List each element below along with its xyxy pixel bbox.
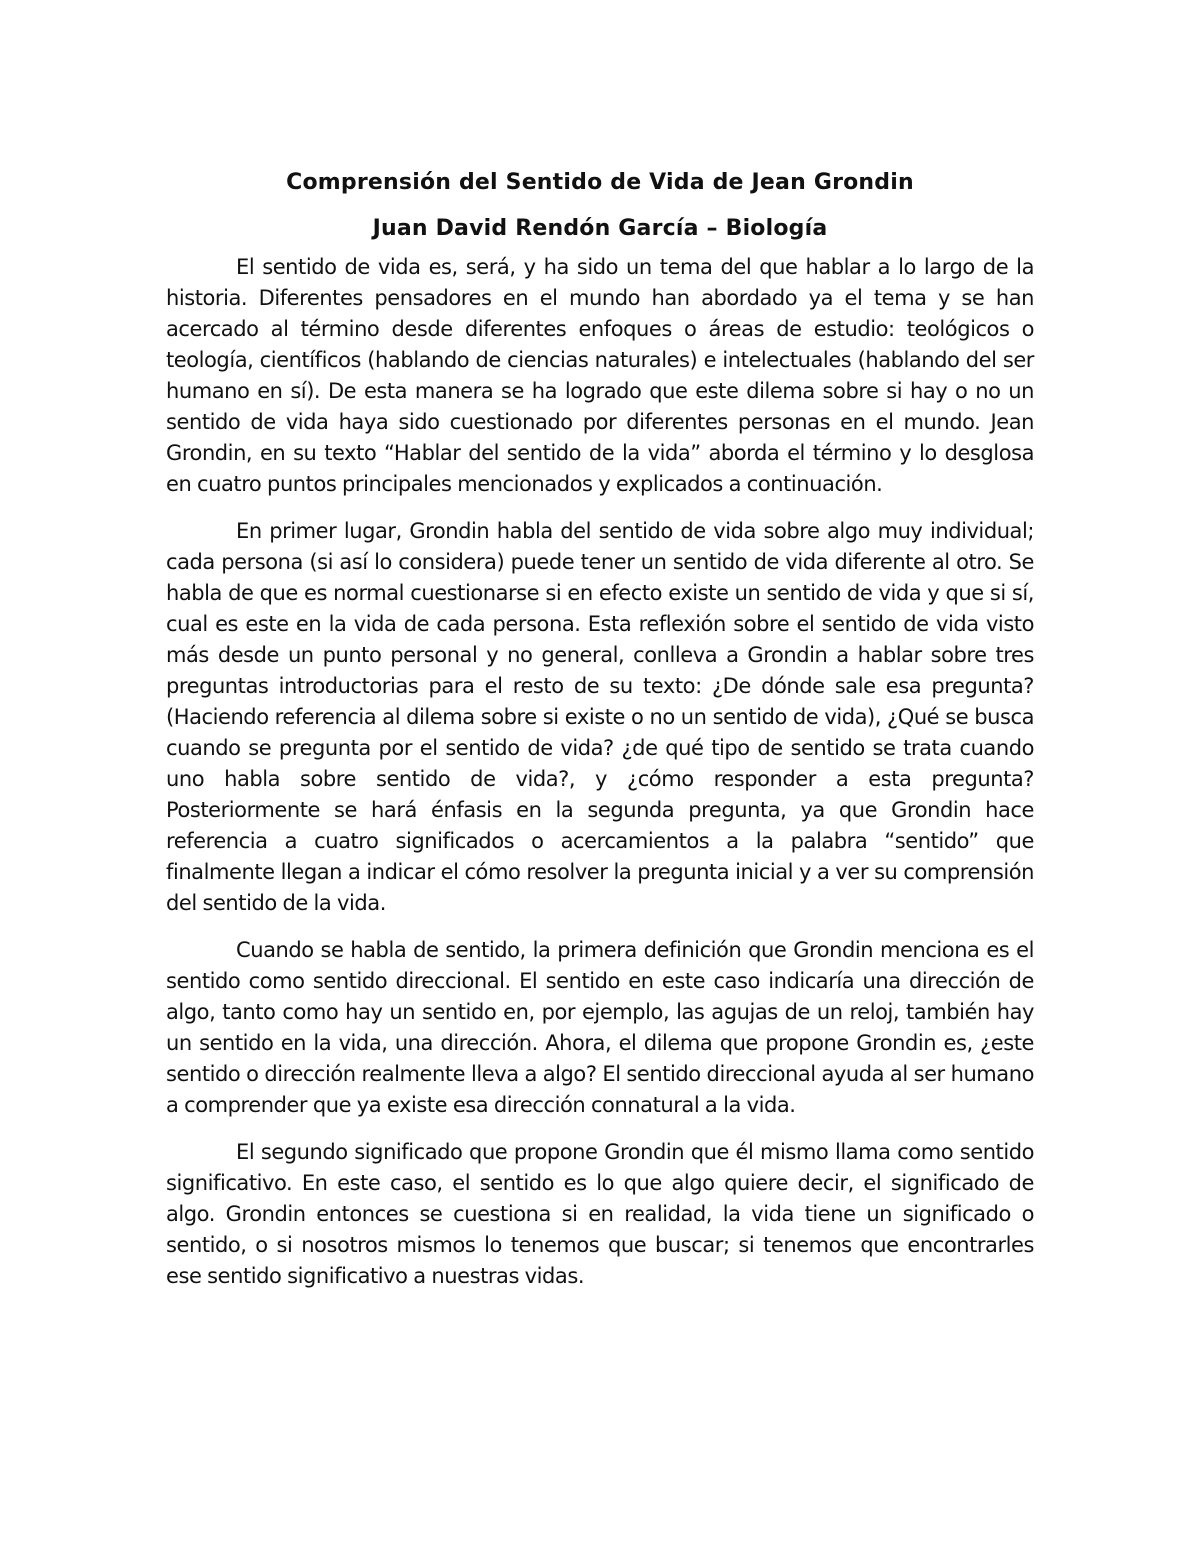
paragraph-3: Cuando se habla de sentido, la primera definición que Grondin menciona es el sentido como sentido direccional. El sentido en este caso indicaría una dirección de algo, tanto como hay un sentido en, por ejemplo, las agujas de un reloj, también hay un sentido en la vida, una dirección. Ahora, el dilema que propone Grondin es, ¿este sentido o dirección realmente lleva a algo? El sentido direccional ayuda al ser humano a comprender que ya existe esa dirección connatural a la vida. [166,938,1034,1117]
paragraph-2: En primer lugar, Grondin habla del sentido de vida sobre algo muy individual; cada persona (si así lo considera) puede tener un sentido de vida diferente al otro. Se habla de que es normal cuestionarse si en efecto existe un sentido de vida y que si sí, cual es este en la vida de cada persona. Esta reflexión sobre el sentido de vida visto más desde un punto personal y no general, conlleva a Grondin a hablar sobre tres preguntas introductorias para el resto de su texto: ¿De dónde sale esa pregunta? (Haciendo referencia al dilema sobre si existe o no un sentido de vida), ¿Qué se busca cuando se pregunta por el sentido de vida? ¿de qué tipo de sentido se trata cuando uno habla sobre sentido de vida?, y ¿cómo responder a esta pregunta? Posteriormente se hará énfasis en la segunda pregunta, ya que Grondin hace referencia a cuatro significados o acercamientos a la palabra “sentido” que finalmente llegan a indicar el cómo resolver la pregunta inicial y a ver su comprensión del sentido de la vida. [166,519,1034,915]
paragraph-4: El segundo significado que propone Grondin que él mismo llama como sentido significativo. En este caso, el sentido es lo que algo quiere decir, el significado de algo. Grondin entonces se cuestiona si en realidad, la vida tiene un significado o sentido, o si nosotros mismos lo tenemos que buscar; si tenemos que encontrarles ese sentido significativo a nuestras vidas. [166,1140,1034,1288]
document-body [166,164,1034,1308]
paragraph-1: El sentido de vida es, será, y ha sido un tema del que hablar a lo largo de la historia. Diferentes pensadores en el mundo han abordado ya el tema y se han acercado al término desde diferentes enfoques o áreas de estudio: teológicos o teología, científicos (hablando de ciencias naturales) e intelectuales (hablando del ser humano en sí). De esta manera se ha logrado que este dilema sobre si hay o no un sentido de vida haya sido cuestionado por diferentes personas en el mundo. Jean Grondin, en su texto “Hablar del sentido de la vida” aborda el término y lo desglosa en cuatro puntos principales mencionados y explicados a continuación. [166,255,1034,496]
document-title: Comprensión del Sentido de Vida de Jean Grondin [286,170,914,195]
document-author-line: Juan David Rendón García – Biología [372,216,828,241]
